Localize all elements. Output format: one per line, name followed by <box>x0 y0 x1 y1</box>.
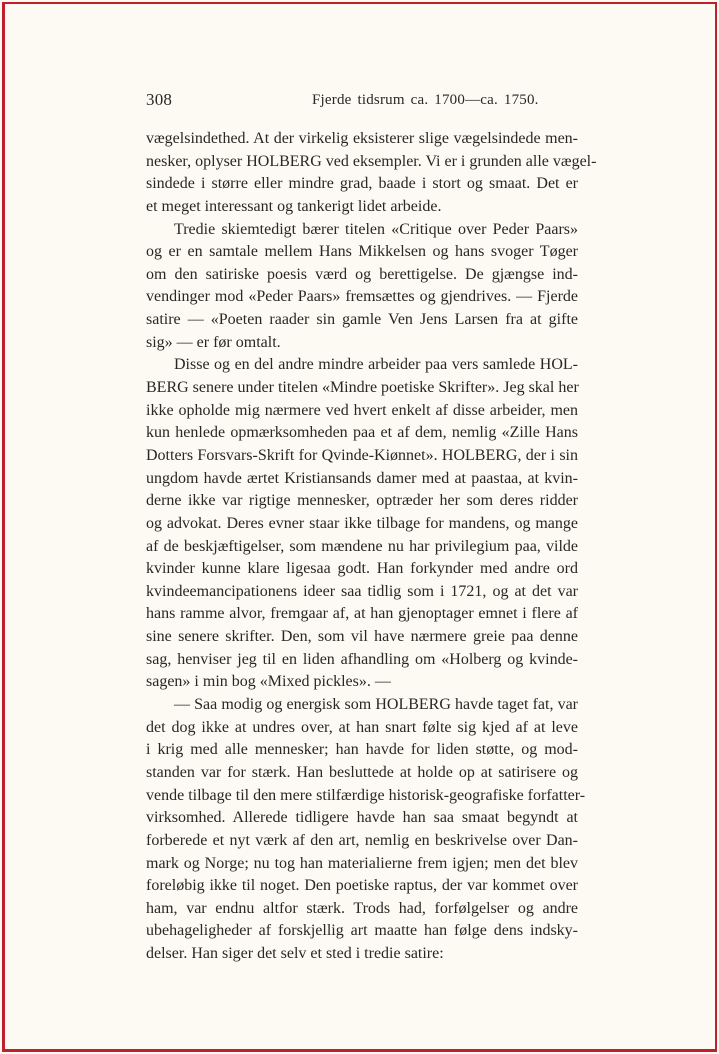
text-line: vendinger mod «Peder Paars» fremsættes og gjendrives. — Fjerde <box>146 288 578 306</box>
text-line: hans ramme alvor, fremgaar af, at han gjenoptager emnet i flere af <box>146 605 578 623</box>
text-line: det dog ikke at undres over, at han snart følte sig kjed af at leve <box>146 718 578 736</box>
text-line: standen var for stærk. Han besluttede at holde op at satirisere og <box>146 763 578 781</box>
text-line: sine senere skrifter. Den, som vil have nærmere greie paa denne <box>146 628 578 646</box>
text-line: ungdom havde ærtet Kristiansands damer med at paastaa, at kvin- <box>146 469 578 487</box>
text-line: foreløbig ikke til noget. Den poetiske raptus, der var kommet over <box>146 877 578 895</box>
text-line: Dotters Forsvars-Skrift for Qvinde-Kiønnet». HOLBERG, der i sin <box>146 446 578 464</box>
page-number: 308 <box>146 90 173 109</box>
text-line: BERG senere under titelen «Mindre poetiske Skrifter». Jeg skal her <box>146 379 579 397</box>
text-line: kun henlede opmærksomheden paa et af dem, nemlig «Zille Hans <box>146 424 578 442</box>
text-line: nesker, oplyser HOLBERG ved eksempler. Vi er i grunden alle vægel- <box>146 152 597 170</box>
text-line: ikke opholde mig nærmere ved hvert enkelt af disse arbeider, men <box>146 401 578 419</box>
text-line: et meget interessant og tankerigt lidet arbeide. <box>146 197 442 215</box>
text-line: virksomhed. Allerede tidligere havde han saa smaat begyndt at <box>146 809 578 827</box>
text-line: vægelsindethed. At der virkelig eksisterer slige vægelsindede men- <box>146 130 578 147</box>
text-line: Tredie skiemtedigt bærer titelen «Critique over Peder Paars» <box>174 220 578 238</box>
text-line: sagen» i min bog «Mixed pickles». — <box>146 673 391 691</box>
text-line: derne ikke var rigtige mennesker, optræder her som deres ridder <box>146 492 578 510</box>
text-line: sindede i større eller mindre grad, baade i stort og smaat. Det er <box>146 175 578 193</box>
text-line: delser. Han siger det selv et sted i tredie satire: <box>146 945 444 963</box>
text-line: og er en samtale mellem Hans Mikkelsen og hans svoger Tøger <box>146 243 578 261</box>
text-line: Disse og en del andre mindre arbeider paa vers samlede HOL- <box>174 356 578 374</box>
text-line: sig» — er før omtalt. <box>146 333 281 351</box>
text-line: satire — «Poeten raader sin gamle Ven Jens Larsen fra at gifte <box>146 311 578 329</box>
text-line: om den satiriske poesis værd og berettigelse. De gjængse ind- <box>146 265 578 283</box>
body-text <box>146 128 597 966</box>
text-line: ham, var endnu altfor stærk. Trods had, forfølgelser og andre <box>146 899 578 917</box>
text-line: — Saa modig og energisk som HOLBERG havde taget fat, var <box>174 696 578 714</box>
text-line: forberede et nyt værk af den art, nemlig en beskrivelse over Dan- <box>146 831 578 849</box>
text-line: i krig med alle mennesker; han havde for liden støtte, og mod- <box>146 741 578 759</box>
text-line: ubehageligheder af forskjellig art maatte han følge dens indsky- <box>146 922 578 940</box>
text-line: sag, henviser jeg til en liden afhandling om «Holberg og kvinde- <box>146 650 578 668</box>
text-line: vende tilbage til den mere stilfærdige historisk-geografiske forfatter- <box>146 786 586 804</box>
text-line: kvindeemancipationens ideer saa tidlig som i 1721, og at det var <box>146 582 578 600</box>
text-line: af de beskjæftigelser, som mændene nu har privilegium paa, vilde <box>146 537 578 555</box>
text-line: og advokat. Deres evner staar ikke tilbage for mandens, og mange <box>146 514 578 532</box>
text-line: mark og Norge; nu tog han materialierne frem igjen; men det blev <box>146 854 578 872</box>
running-title: Fjerde tidsrum ca. 1700—ca. 1750. <box>312 92 539 108</box>
text-line: kvinder kunne klare ligesaa godt. Han forkynder med andre ord <box>146 560 578 578</box>
